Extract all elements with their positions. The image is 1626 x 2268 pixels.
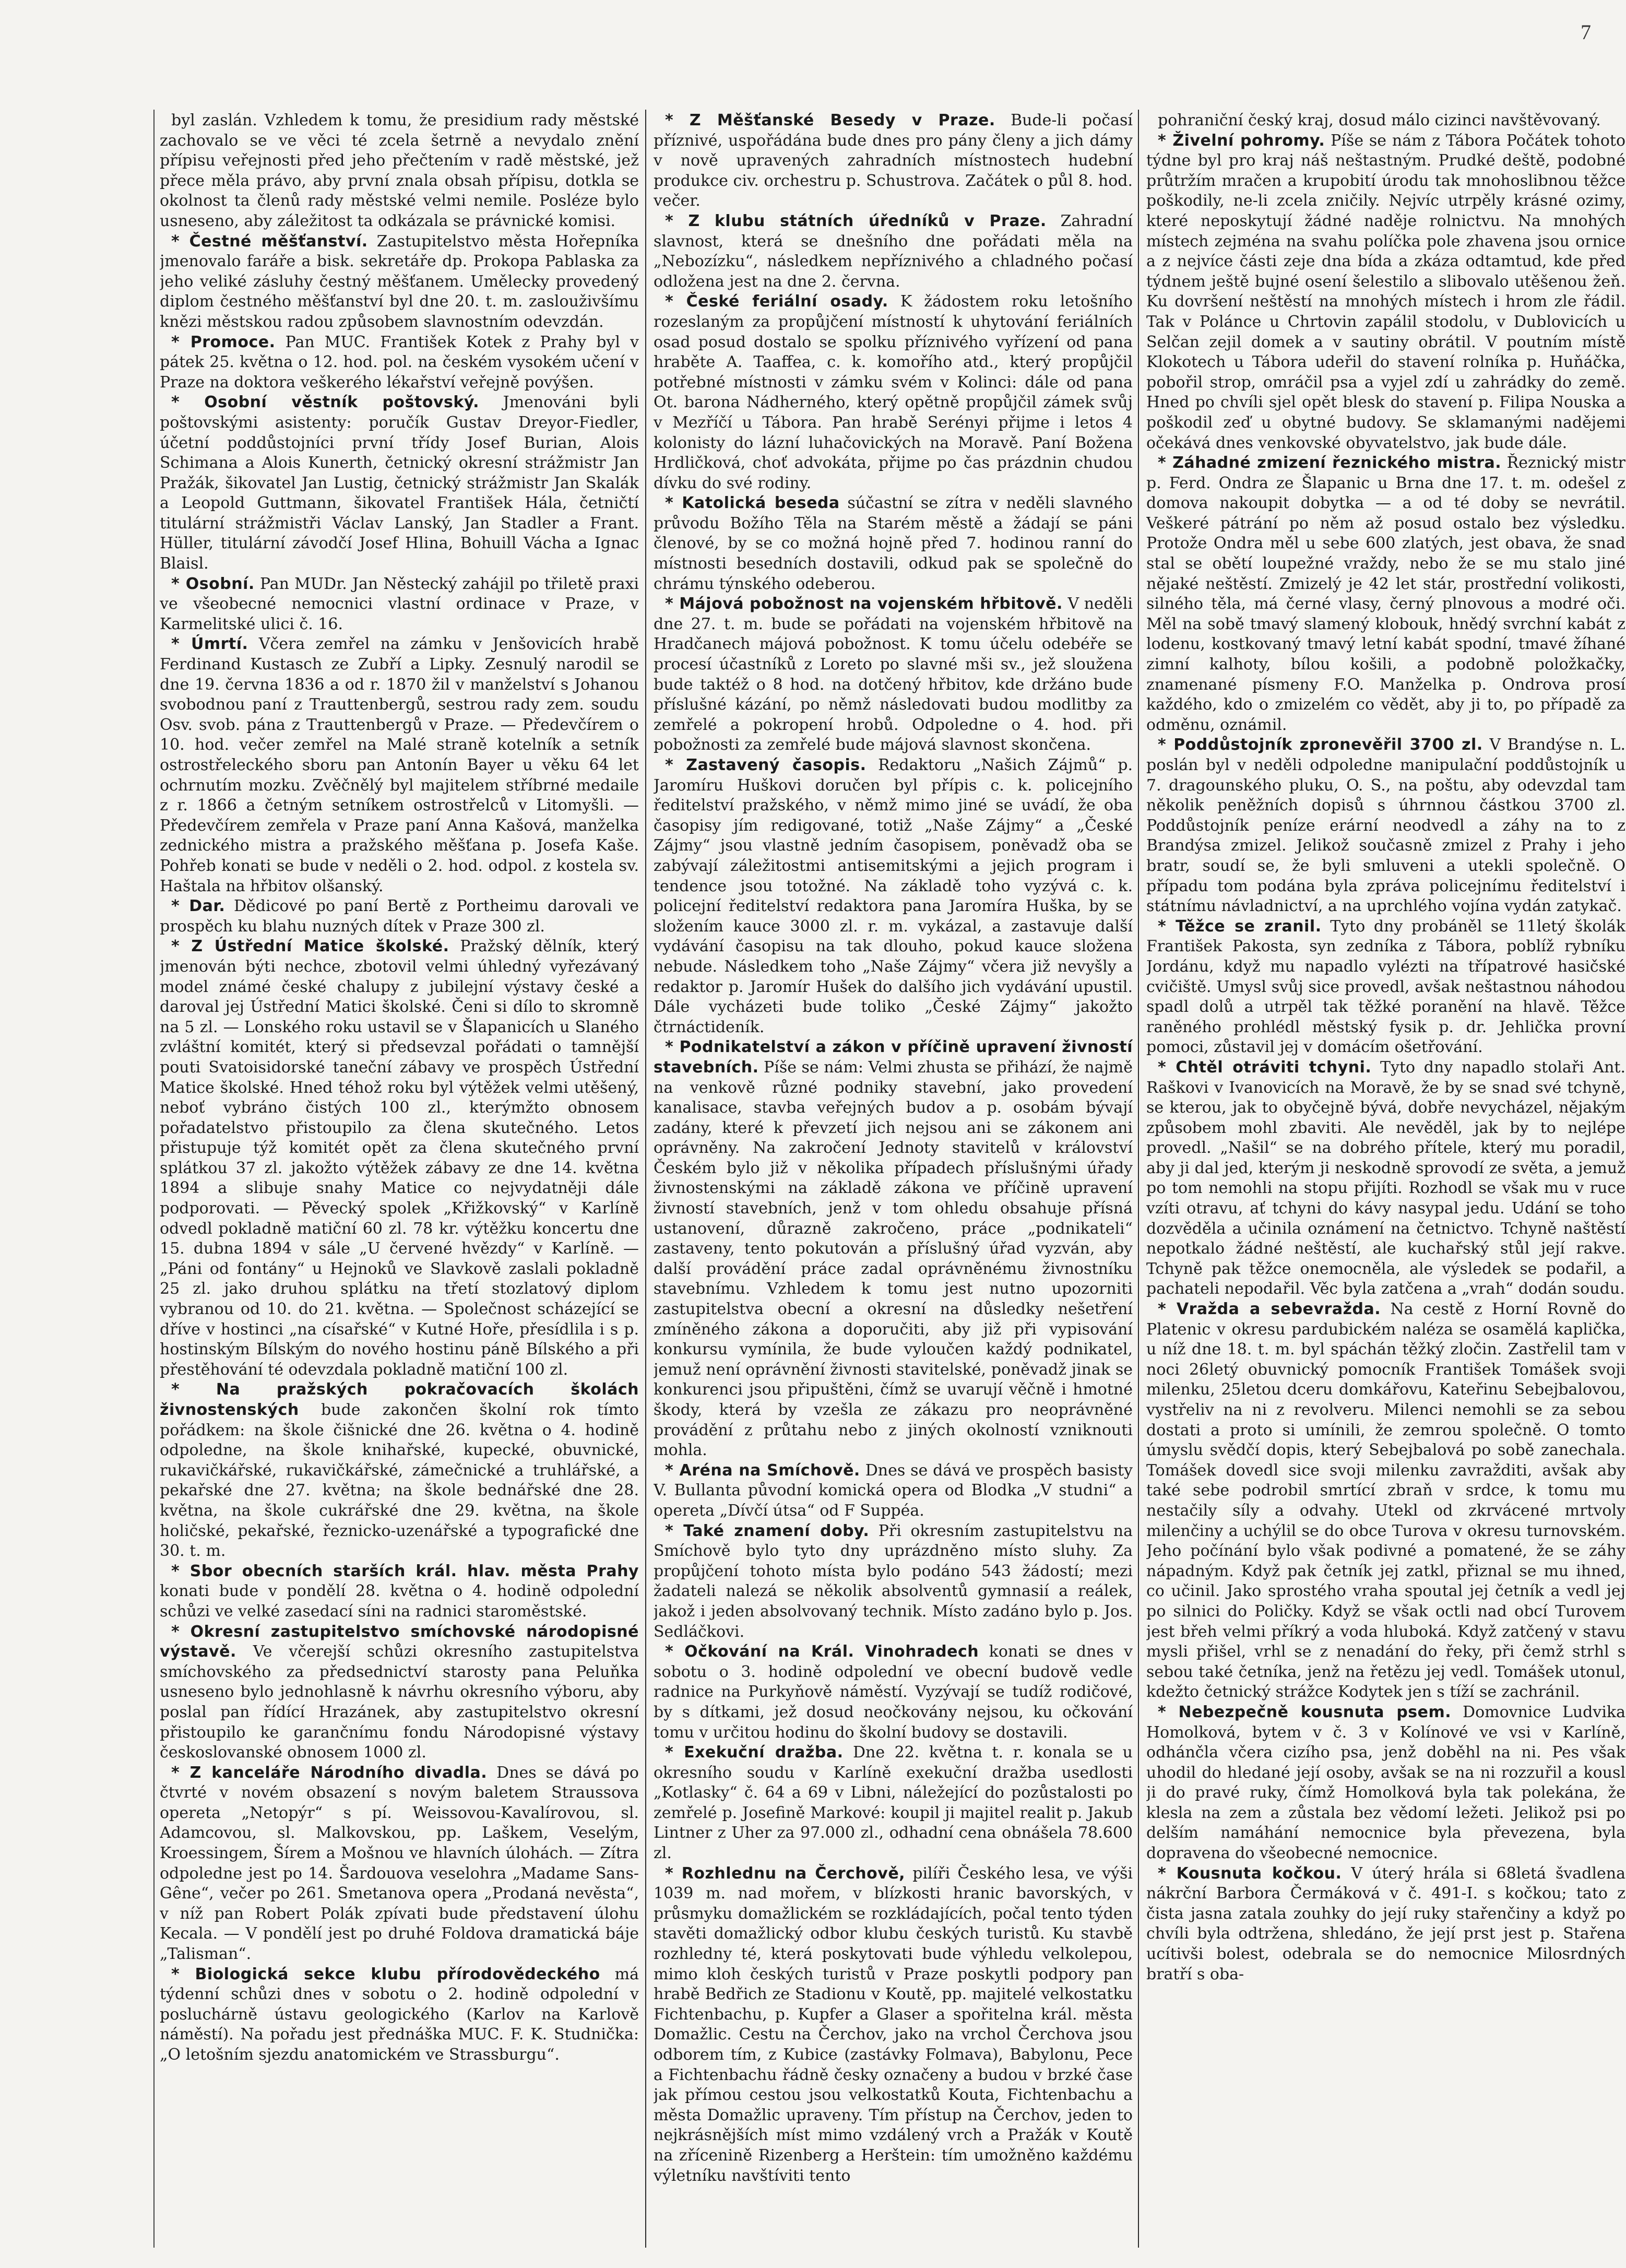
news-article: [160, 393, 639, 574]
news-article: [160, 1380, 639, 1561]
article-heading: * Podnikatelství a zákon v příčině upravení živností stavebních.: [654, 1038, 1133, 1077]
news-article: [654, 211, 1133, 292]
article-heading: * Sbor obecních starších král. hlav. města Prahy: [171, 1562, 639, 1580]
article-text: V úterý hrála si 68letá švadlena nákrční Barbora Čermáková v č. 491-I. s kočkou; tato z čista jasna zatala zouhky do její ruky stařenčiny a když po chvíli byla odtržena, shledáno, že její prst jest p. Stařena ucítivši bolest, odebrala se do nemocnice Milosrdných bratří s oba-: [1146, 1864, 1625, 1983]
text-column-3: [1146, 111, 1625, 2249]
article-heading: * Katolická beseda: [665, 494, 840, 513]
article-text: súčastní se zítra v neděli slavného průvodu Božího Těla na Starém městě a žádají se páni členové, by se co možná hojně před 7. hodinou ranní do místnosti besedních dostavili, odkud pak se společně do chrámu týnského odeberou.: [654, 494, 1133, 593]
column-rule: [645, 110, 646, 2248]
article-heading: * Očkování na Král. Vinohradech: [665, 1643, 979, 1661]
news-article: [654, 493, 1133, 594]
news-article: [1146, 917, 1625, 1058]
text-column-2: [654, 111, 1133, 2249]
article-heading: * Záhadné zmizení řeznického mistra.: [1158, 454, 1502, 473]
article-text: Ve včerejší schůzi okresního zastupitelstva smíchovského za předsednictví starosty pana Peluňka usneseno bylo jednohlasně k návrhu okresního výboru, aby poslal pan řídící Hrazánek, aby zastupitelstvo okresní přistoupilo ke garančnímu fondu Národopisné výstavy českoslovanské obnosem 1000 zl.: [160, 1643, 639, 1762]
article-heading: * Chtěl otráviti tchyni.: [1158, 1058, 1372, 1077]
article-heading: * Z Ústřední Matice školské.: [171, 937, 449, 956]
news-article: [160, 1622, 639, 1763]
news-article: [1146, 1703, 1625, 1864]
article-text: Pražský dělník, který jmenován býti nechce, zbotovil velmi úhledný vyřezávaný model známé české chalupy z jubilejní výstavy české a daroval jej Ústřední Matici školské. Čeni si dílo to skromně na 5 zl. — Lonského roku ustavil se v Šlapanicích u Slaného zvláštní komitét, který si předsevzal pořádati o tamnější pouti Svatoisidorské taneční zábavy ve prospěch Ústřední Matice školské. Hned téhož roku byl výtěžek velmi utěšený, neboť vybráno čistých 100 zl., kterýmžto obnosem pořadatelstvo přistoupilo za člena skutečného. Letos přistupuje týž komitét opět za člena skutečného první splátkou 37 zl. jakožto výtěžek zábavy ze dne 14. května 1894 a slibuje snahy Matice co nejvydatněji dále podporovati. — Pěvecký spolek „Křižkovský“ v Karlíně odvedl pokladně matiční 60 zl. 78 kr. výtěžku koncertu dne 15. dubna 1894 v sále „U červené hvězdy“ v Karlíně. — „Páni od fontány“ u Hejnoků ve Slavkově zaslali pokladně 25 zl. jako druhou splátku na třetí stozlatový diplom vybranou od 10. do 21. května. — Společnost scházející se dříve v hostinci „na císařské“ v Kutné Hoře, přesídlila i s p. hostinským Bílským do nového hostinu páně Bílského a při přestěhování té odevzdala pokladně matiční 100 zl.: [160, 937, 639, 1379]
text-column-1: [160, 111, 639, 2249]
news-article: [160, 1763, 639, 1965]
news-article: [160, 1965, 639, 2065]
news-article: [654, 1743, 1133, 1864]
article-heading: * Na pražských pokračovacích školách živnostenských: [160, 1380, 639, 1419]
news-article: [160, 574, 639, 635]
article-heading: * Vražda a sebevražda.: [1158, 1300, 1381, 1319]
news-article: [654, 755, 1133, 1037]
article-text: V Brandýse n. L. poslán byl v neděli odpoledne manipulační poddůstojník u 7. dragounského pluku, O. S., na poštu, aby odevzdal tam několik peněžních dopisů s úhrnnou částkou 3700 zl. Poddůstojník peníze erární neodvedl a záhy na to z Brandýsa zmizel. Jelikož současně zmizel z Prahy i jeho bratr, soudí se, že byli smluveni a utekli společně. O případu tom podána byla zpráva policejnímu ředitelství i státnímu návladnictví, a na uprchlého vojína vydán zatykač.: [1146, 736, 1625, 916]
article-text: pohraniční český kraj, dosud málo cizinci navštěvovaný.: [1158, 111, 1601, 129]
article-heading: * Biologická sekce klubu přírodovědeckého: [171, 1965, 600, 1983]
article-text: pilíři Českého lesa, ve výši 1039 m. nad mořem, v blízkosti hranic bavorských, v průsmyku domažlickém se rozkládajících, počal tento týden stavěti domažlický odbor klubu českých turistů. Ku stavbě rozhledny té, která poskytovati bude výhledu velkolepou, mimo kloh českých turistů v Praze poskytli podpory pan hrabě Bedřich ze Stadionu v Koutě, pp. majitelé velkostatku Fichtenbachu, p. Kupfer a Glaser a spořitelna král. města Domažlic. Cestu na Čerchov, jako na vrchol Čerchova jsou odborem tím, z Kubice (zastávky Folmava), Babylonu, Pece a Fichtenbachu řádně česky označeny a budou v brzké čase jak přímou cestou jsou velkostatků Kouta, Fichtenbachu a města Domažlic upraveny. Tím přístup na Čerchov, jeden to nejkrásnějších míst mimo vzdálený vrch a Pražák v Koutě na zřícenině Rizenberg a Herštein: tím umožněno každému výletníku navštíviti tento: [654, 1864, 1133, 2185]
article-heading: * Exekuční dražba.: [665, 1743, 844, 1762]
news-article: [1146, 131, 1625, 454]
article-text: Dne 22. května t. r. konala se u okresního soudu v Karlíně exekuční dražba usedlosti „Kotlasky“ č. 64 a 69 v Libni, náležející do pozůstalosti po zemřelé p. Josefině Markové: koupil ji majitel realit p. Jakub Lintner z Uher za 97.000 zl., odhadní cena obnášela 78.600 zl.: [654, 1743, 1133, 1863]
news-article: [1146, 1300, 1625, 1703]
article-heading: * Z klubu státních úředníků v Praze.: [665, 211, 1047, 230]
article-text: Tyto dny probáněl se 11letý školák František Pakosta, syn zedníka z Tábora, poblíž rybníku Jordánu, když mu napadlo vylézti na třípatrové hasičské cvičiště. Umysl svůj sice provedl, avšak neštastnou náhodou spadl dolů a utrpěl tak těžké poranění na hlavě. Těžce raněného prohlédl městský fysik p. dr. Jehlička provní pomoci, zůstavil jej v domácím ošetřování.: [1146, 917, 1625, 1057]
news-article: [1146, 453, 1625, 735]
news-article: [654, 1864, 1133, 2187]
article-heading: * Poddůstojník zpronevěřil 3700 zl.: [1158, 736, 1483, 754]
article-heading: * Nebezpečně kousnuta psem.: [1158, 1703, 1452, 1721]
news-article: [160, 232, 639, 333]
news-article: [654, 292, 1133, 493]
news-article: [654, 1521, 1133, 1643]
article-text: bude zakončen školní rok tímto pořádkem: na škole čišnické dne 26. května o 4. hodině odpoledne, na škole knihařské, kupecké, obuvnické, rukavičkářské, rukavičkářské, zámečnické a truhlářské, a pekařské dne 27. května; na škole bednářské dne 28. května, na škole cukrářské dne 29. května, na škole holičské, pekařské, řeznicko-uzenářské a typografické dne 30. t. m.: [160, 1401, 639, 1561]
article-heading: * Rozhlednu na Čerchově,: [665, 1864, 906, 1883]
article-text: Při okresním zastupitelstvu na Smíchově bylo tyto dny uprázdněno místo sluhy. Za propůjčení tohoto místa bylo podáno 543 žádostí; mezi žadateli nalezá se několik absolventů gymnasií a reálek, jakož i jeden absolvovaný technik. Místo zadáno bylo p. Jos. Sedláčkovi.: [654, 1521, 1133, 1641]
news-article: [160, 333, 639, 393]
page-mark: 7: [1581, 20, 1591, 44]
news-article: [160, 111, 639, 232]
article-heading: * Také znamení doby.: [665, 1521, 870, 1540]
news-article: [654, 1461, 1133, 1521]
article-text: V neděli dne 27. t. m. bude se pořádati na vojenském hřbitově na Hradčanech májová pobožnost. K tomu účelu odebéře se procesí účastníků z Loreto po slavné mši sv., jež sloužena bude taktéž o 8 hod. na dotčený hřbitov, kde držáno bude příslušné kázání, po němž následovati budou modlitby za zemřelé a pokropení hrobů. Odpoledne o 4. hod. při pobožnosti za zemřelé bude májová slavnost skončena.: [654, 595, 1133, 754]
left-border-rule: [153, 110, 155, 2248]
news-article: [1146, 1864, 1625, 1985]
article-heading: * Z kanceláře Národního divadla.: [171, 1763, 488, 1782]
article-heading: * Kousnuta kočkou.: [1158, 1864, 1342, 1883]
article-heading: * Osobní.: [171, 574, 255, 593]
article-text: Píše se nám: Velmi zhusta se přihází, že najmě na venkově různé podniky stavební, jako provedení kanalisace, stavba veřejných budov a p. osobám bývají zadány, které k převzetí jich nejsou ani se zákonem ani oprávněny. Na zakročení Jednoty stavitelů v království Českém bylo již v několika případech příslušnými úřady živnostenskými na základě zákona ve příčině upravení živností stavebních, jenž v tom ohledu obsahuje přísná ustanovení, důrazně zakročeno, práce „podnikateli“ zastaveny, tento pokutován a příslušný úřad vyzván, aby další provádění práce zadal oprávněnému živnostníku stavebnímu. Vzhledem k tomu jest nutno upozorniti zastupitelstva obecní a okresní na důsledky nešetření zmíněného zákona a doporučiti, aby již při vypisování konkursu vymínila, že bude vyloučen každý podnikatel, jemuž není oprávnění živnosti stavitelské, poněvadž jinak se konkurenci jsou připuštěni, čímž se uvarují věčně i hmotné škody, která by vzešla ze zákazu pro neoprávněné provádění z průtahu nebo z jiných okolností vzniknouti mohla.: [654, 1058, 1133, 1460]
article-text: Tyto dny napadlo stolaři Ant. Raškovi v Ivanovicích na Moravě, že by se snad své tchyně, se kterou, jak to obyčejně bývá, dobře nevycházel, nějakým způsobem mohl zbaviti. Ale nevěděl, jak by to nejlépe provedl. „Našil“ se na dobrého přítele, který mu poradil, aby ji dal jed, kterým ji neskodně sprovodí ze světa, a jemuž po tom nemohli na stopu přijíti. Rozhodl se však mu v ruce vzíti otravu, ať tchyni do kávy nasypal jedu. Udání se toho dozvěděla a učinila oznámení na četnictvo. Tchyně naštěstí nepotkalo žádné neštěstí, ale kuchařský stůl její rakve. Tchyně pak těžce onemocněla, ale výsledek se podařil, a pachateli nepodařil. Věc byla zatčena a „vrah“ dodán soudu.: [1146, 1058, 1625, 1298]
article-text: K žádostem roku letošního rozeslaným za propůjčení místností k uhytování feriálních osad posud dostalo se spolku příznivého vyřízení od pana hraběte A. Taaffea, c. k. komořího atd., který propůjčil potřebné místnosti v zámku svém v Kolinci: dále od pana Ot. barona Nádherného, který opětně propůjčil zámek svůj v Mezříčí u Tábora. Pan hrabě Serényi přijme i letos 4 kolonisty do lázní luhačovických na Moravě. Paní Božena Hrdličková, choť advokáta, přijme po čas prázdnin chudou dívku do své rodiny.: [654, 292, 1133, 492]
news-article: [160, 1562, 639, 1622]
column-rule: [1138, 110, 1139, 2248]
article-text: Domovnice Ludvika Homolková, bytem v č. 3 v Kolínové ve vsi v Karlíně, odhánčla včera cizího psa, jenž doběhl na ni. Pes však uhodil do hledané její osoby, avšak se na ni rozzuřil a kousl ji do pravé ruky, čímž Homolková byla tak polekána, že klesla na zem a zůstala bez vědomí ležeti. Jelikož psi po delším namáhání nemocnice byla převezena, byla dopravena do všeobecné nemocnice.: [1146, 1703, 1625, 1863]
article-text: Zastupitelstvo města Hořepníka jmenovalo faráře a bisk. sekretáře dp. Prokopa Pablaska za jeho veliké zásluhy čestný měšťanem. Umělecky provedený diplom čestného měšťanství byl dne 20. t. m. zaslouživšímu knězi městskou radou způsobem slavnostním odevzdán.: [160, 232, 639, 331]
article-text: konati bude v pondělí 28. května o 4. hodině odpolední schůzi ve velké zasedací síni na radnici staroměstské.: [160, 1582, 639, 1621]
article-heading: * Aréna na Smíchově.: [665, 1461, 860, 1480]
article-heading: * Dar.: [171, 897, 225, 916]
article-text: Dědicové po paní Bertě z Portheimu darovali ve prospěch ku blahu nuzných dítek v Praze 300 zl.: [160, 897, 639, 936]
article-heading: * Okresní zastupitelstvo smíchovské národopisné výstavě.: [160, 1622, 639, 1661]
article-heading: * České feriální osady.: [665, 292, 888, 311]
article-text: Včera zemřel na zámku v Jenšovicích hrabě Ferdinand Kustasch ze Zubří a Lipky. Zesnulý narodil se dne 19. června 1836 a od r. 1870 žil v manželství s Johanou svobodnou paní z Trauttenbergů, sestrou rady zem. soudu Osv. svob. pána z Trauttenbergů v Praze. — Předevčírem o 10. hod. večer zemřel na Malé straně kotelník a setník ostrostřeleckého sboru pan Antonín Bayer u věku 64 let ochrnutím mozku. Zvěčnělý byl majitelem stříbrné medaile z r. 1866 a četným setníkem ostrostřelců v Litomyšli. — Předevčírem zemřela v Praze paní Anna Kašová, manželka zednického mistra a pražského měšťana p. Josefa Kaše. Pohřeb konati se bude v neděli o 2. hod. odpol. z kostela sv. Haštala na hřbitov olšanský.: [160, 635, 639, 895]
article-heading: * Těžce se zranil.: [1158, 917, 1322, 936]
article-text: má týdenní schůzi dnes v sobotu o 2. hodině odpolední v posluchárně ústavu geologického (Karlov na Karlově náměstí). Na pořadu jest přednáška MUC. F. K. Studnička: „O letošním sjezdu anatomickém ve Strassburgu“.: [160, 1965, 639, 2064]
news-article: [1146, 1058, 1625, 1300]
article-heading: * Májová pobožnost na vojenském hřbitově.: [665, 595, 1063, 613]
article-heading: * Promoce.: [171, 333, 276, 351]
article-text: Na cestě z Horní Rovně do Platenic v okresu pardubickém naléza se osamělá kaplička, u níž dne 18. t. m. byl spáchán těžký zločin. Zastřelil tam v noci 26letý obuvnický pomocník František Tomášek svoji milenku, 25letou dceru domkářovu, Kateřinu Sebejbalovou, vystřeliv na ni z revolveru. Milenci nemohli se za sebou dostati a proto si umínili, že zemrou společně. O tomto úmyslu svědčí dopis, který Sebejbalová po sobě zanechala. Tomášek dovedl sice svoji milenku zavražditi, avšak aby také sebe podrobil smrtící zbraň v srdce, k tomu mu nestačily síly a odvahy. Utekl od zkrvácené mrtvoly milenčiny a uchýlil se do obce Turova v okresu turnovském. Jeho počínání bylo však podivné a pomatené, že se záhy nápadným. Když pak četník jej zatkl, přiznal se mu ihned, co učinil. Jako sprostého vraha spoutal jej četník a vedl jej po silnici do Poličky. Když se však octli nad obcí Turovem jest břeh velmi příkrý a voda hluboká. Když zatčený v stavu mysli přišel, vrhl se z nenadání do řeky, při čemž strhl s sebou také četníka, jenž na řetězu jej vedl. Tomášek utonul, kdežto četnický strážce Kodytek jen s tíží se zachránil.: [1146, 1300, 1625, 1702]
article-text: Dnes se dává po čtvrté v novém obsazení s novým baletem Straussova opereta „Netopýr“ s pí. Weissovou-Kavalírovou, sl. Adamcovou, sl. Malkovskou, pp. Laškem, Veselým, Kroessingem, Šírem a Mošnou ve hlavních úlohách. — Zítra odpoledne jest po 14. Šardouova veselohra „Madame Sans-Gêne“, večer po 261. Smetanova opera „Prodaná nevěsta“, v níž pan Robert Polák zpívati bude představení úlohu Kecala. — V pondělí jest po druhé Foldova dramatická báje „Talisman“.: [160, 1763, 639, 1964]
article-heading: * Čestné měšťanství.: [171, 232, 368, 251]
article-text: konati se dnes v sobotu o 3. hodině odpolední ve obecní budově vedle radnice na Purkyňově náměstí. Vyzývají se tudíž rodičové, by s dítkami, jež dosud neočkovány nejsou, ku očkování tomu v určitou hodinu do školní budovy se dostavili.: [654, 1643, 1133, 1742]
article-heading: * Osobní věstník poštovský.: [171, 393, 480, 412]
article-text: Píše se nám z Tábora Počátek tohoto týdne byl pro kraj náš neštastným. Prudké deště, podobné průtržím mračen a krupobití úrodu tak mnohoslibnou těžce poškodily, ne-li zcela zničily. Nejvíc utrpěly krásné ozimy, které neposkytují žádné naděje rolnictvu. Na mnohých místech zejména na svahu políčka pole zhavena jsou ornice a z nejvíce části zeje dna bída a zkáza odtamtud, kde před týdnem ještě bujné osení šelestilo a slibovalo utěšenou žeň. Ku dovršení neštěstí na mnohých místech i hrom zle řádil. Tak v Polánce u Chrtovin zapálil stodolu, v Dublovicích u Selčan zejil domek a v sautiny obrátil. V poutním místě Klokotech u Tábora udeřil do stavení rolníka p. Huňáčka, pobořil strop, omráčil psa a vyjel zdí u zahrádky do země. Hned po chvíli sjel opět blesk do stavení p. Filipa Nouska a poškodil zeď u obytné budovy. Se sklamanými nadějemi očekává dnes venkovské obyvatelstvo, jak bude dále.: [1146, 131, 1625, 452]
article-text: byl zaslán. Vzhledem k tomu, že presidium rady městské zachovalo se ve věci té zcela šetrně a nevydalo znění přípisu veřejnosti před jeho přečtením v radě městské, jež přece měla právo, aby první znala obsah přípisu, dotkla se okolnost ta členů rady městské velmi nemile. Posléze bylo usneseno, aby záležitost ta odkázala se právnické komisi.: [160, 111, 639, 230]
news-article: [654, 594, 1133, 755]
article-text: Jmenováni byli poštovskými asistenty: poručík Gustav Dreyor-Fiedler, účetní poddůstojníci první třídy Josef Burian, Alois Schimana a Alois Kunerth, četnický okresní strážmistr Jan Pražák, šikovatel Jan Lustig, četnický strážmistr Jan Skalák a Leopold Guttmann, šikovatel František Hála, četničtí titulární strážmistři Václav Lanský, Jan Stadler a Frant. Hüller, titulární závodčí Josef Hlina, Bohuill Vácha a Ignac Blaisl.: [160, 393, 639, 573]
news-article: [654, 1037, 1133, 1460]
article-heading: * Zastavený časopis.: [665, 756, 867, 774]
news-article: [654, 111, 1133, 211]
news-article: [1146, 111, 1625, 131]
article-text: Pan MUC. František Kotek z Prahy byl v pátek 25. května o 12. hod. pol. na českém vysokém učení v Praze na doktora veškerého lékařství veřejně povýšen.: [160, 333, 639, 392]
article-heading: * Z Měšťanské Besedy v Praze.: [665, 111, 995, 129]
news-article: [654, 1642, 1133, 1743]
news-article: [160, 634, 639, 896]
article-heading: * Úmrtí.: [171, 635, 248, 654]
news-article: [160, 896, 639, 937]
news-article: [1146, 735, 1625, 916]
article-text: Dnes se dává ve prospěch basisty V. Bullanta původní komická opera od Blodka „V studni“ a opereta „Dívčí útsa“ od F Suppéa.: [654, 1461, 1133, 1520]
article-text: Bude-li počasí příznivé, uspořádána bude dnes pro pány členy a jich dámy v nově upravených zahradních místnostech hudební produkce civ. orchestru p. Schustrova. Začátek o půl 8. hod. večer.: [654, 111, 1133, 210]
article-text: Zahradní slavnost, která se dnešního dne pořádati měla na „Nebozízku“, následkem nepříznivého a chladného počasí odložena jest na dne 2. června.: [654, 211, 1133, 291]
article-text: Řeznický mistr p. Ferd. Ondra ze Šlapanic u Brna dne 17. t. m. odešel z domova nakoupit dobytka — a od té doby se nevrátil. Veškeré pátrání po něm až posud ostalo bez výsledku. Protože Ondra měl u sebe 600 zlatých, jest obava, že snad stal se obětí loupežné vraždy, nebo že se mu stalo jiné nějaké neštěstí. Zmizelý je 42 let stár, prostřední volikosti, silného těla, má černé vlasy, černý plnovous a modré oči. Měl na sobě tmavý slamený klobouk, hnědý svrchní kabát z lodenu, kostkovaný tmavý letní kabát spodní, tmavé žíhané zimní kalhoty, bílou košili, a podobně položkačky, znamenané písmeny F.O. Manželka p. Ondrova prosí každého, kdo o zmizelém co vědět, aby ji to, po případě za odměnu, oznámil.: [1146, 454, 1625, 734]
news-article: [160, 937, 639, 1380]
article-text: Redaktoru „Našich Zájmů“ p. Jaromíru Huškovi doručen byl přípis c. k. policejního ředitelství pražského, v němž mimo jiné se uvádí, že oba časopisy jím redigované, totiž „Naše Zájmy“ a „České Zájmy“ jsou vlastně jedním časopisem, poněvadž oba se zabývají záležitostmi antisemitskými a jejich program i tendence jsou totožné. Na základě toho vyzývá c. k. policejní ředitelství redaktora pana Jaromíra Huška, by se složením kauce 3000 zl. r. m. vykázal, a zastavuje další vydávání časopisu na tak dlouho, pokud kauce složena nebude. Následkem toho „Naše Zájmy“ včera již nevyšly a redaktor p. Jaromír Hušek do dalšího jich vydávání upustil. Dále vycházeti bude toliko „České Zájmy“ jakožto čtrnáctideník.: [654, 756, 1133, 1036]
article-text: Pan MUDr. Jan Něstecký zahájil po třiletě praxi ve všeobecné nemocnici vlastní ordinace v Praze, v Karmelitské ulici č. 16.: [160, 574, 639, 633]
article-heading: * Živelní pohromy.: [1158, 131, 1325, 150]
